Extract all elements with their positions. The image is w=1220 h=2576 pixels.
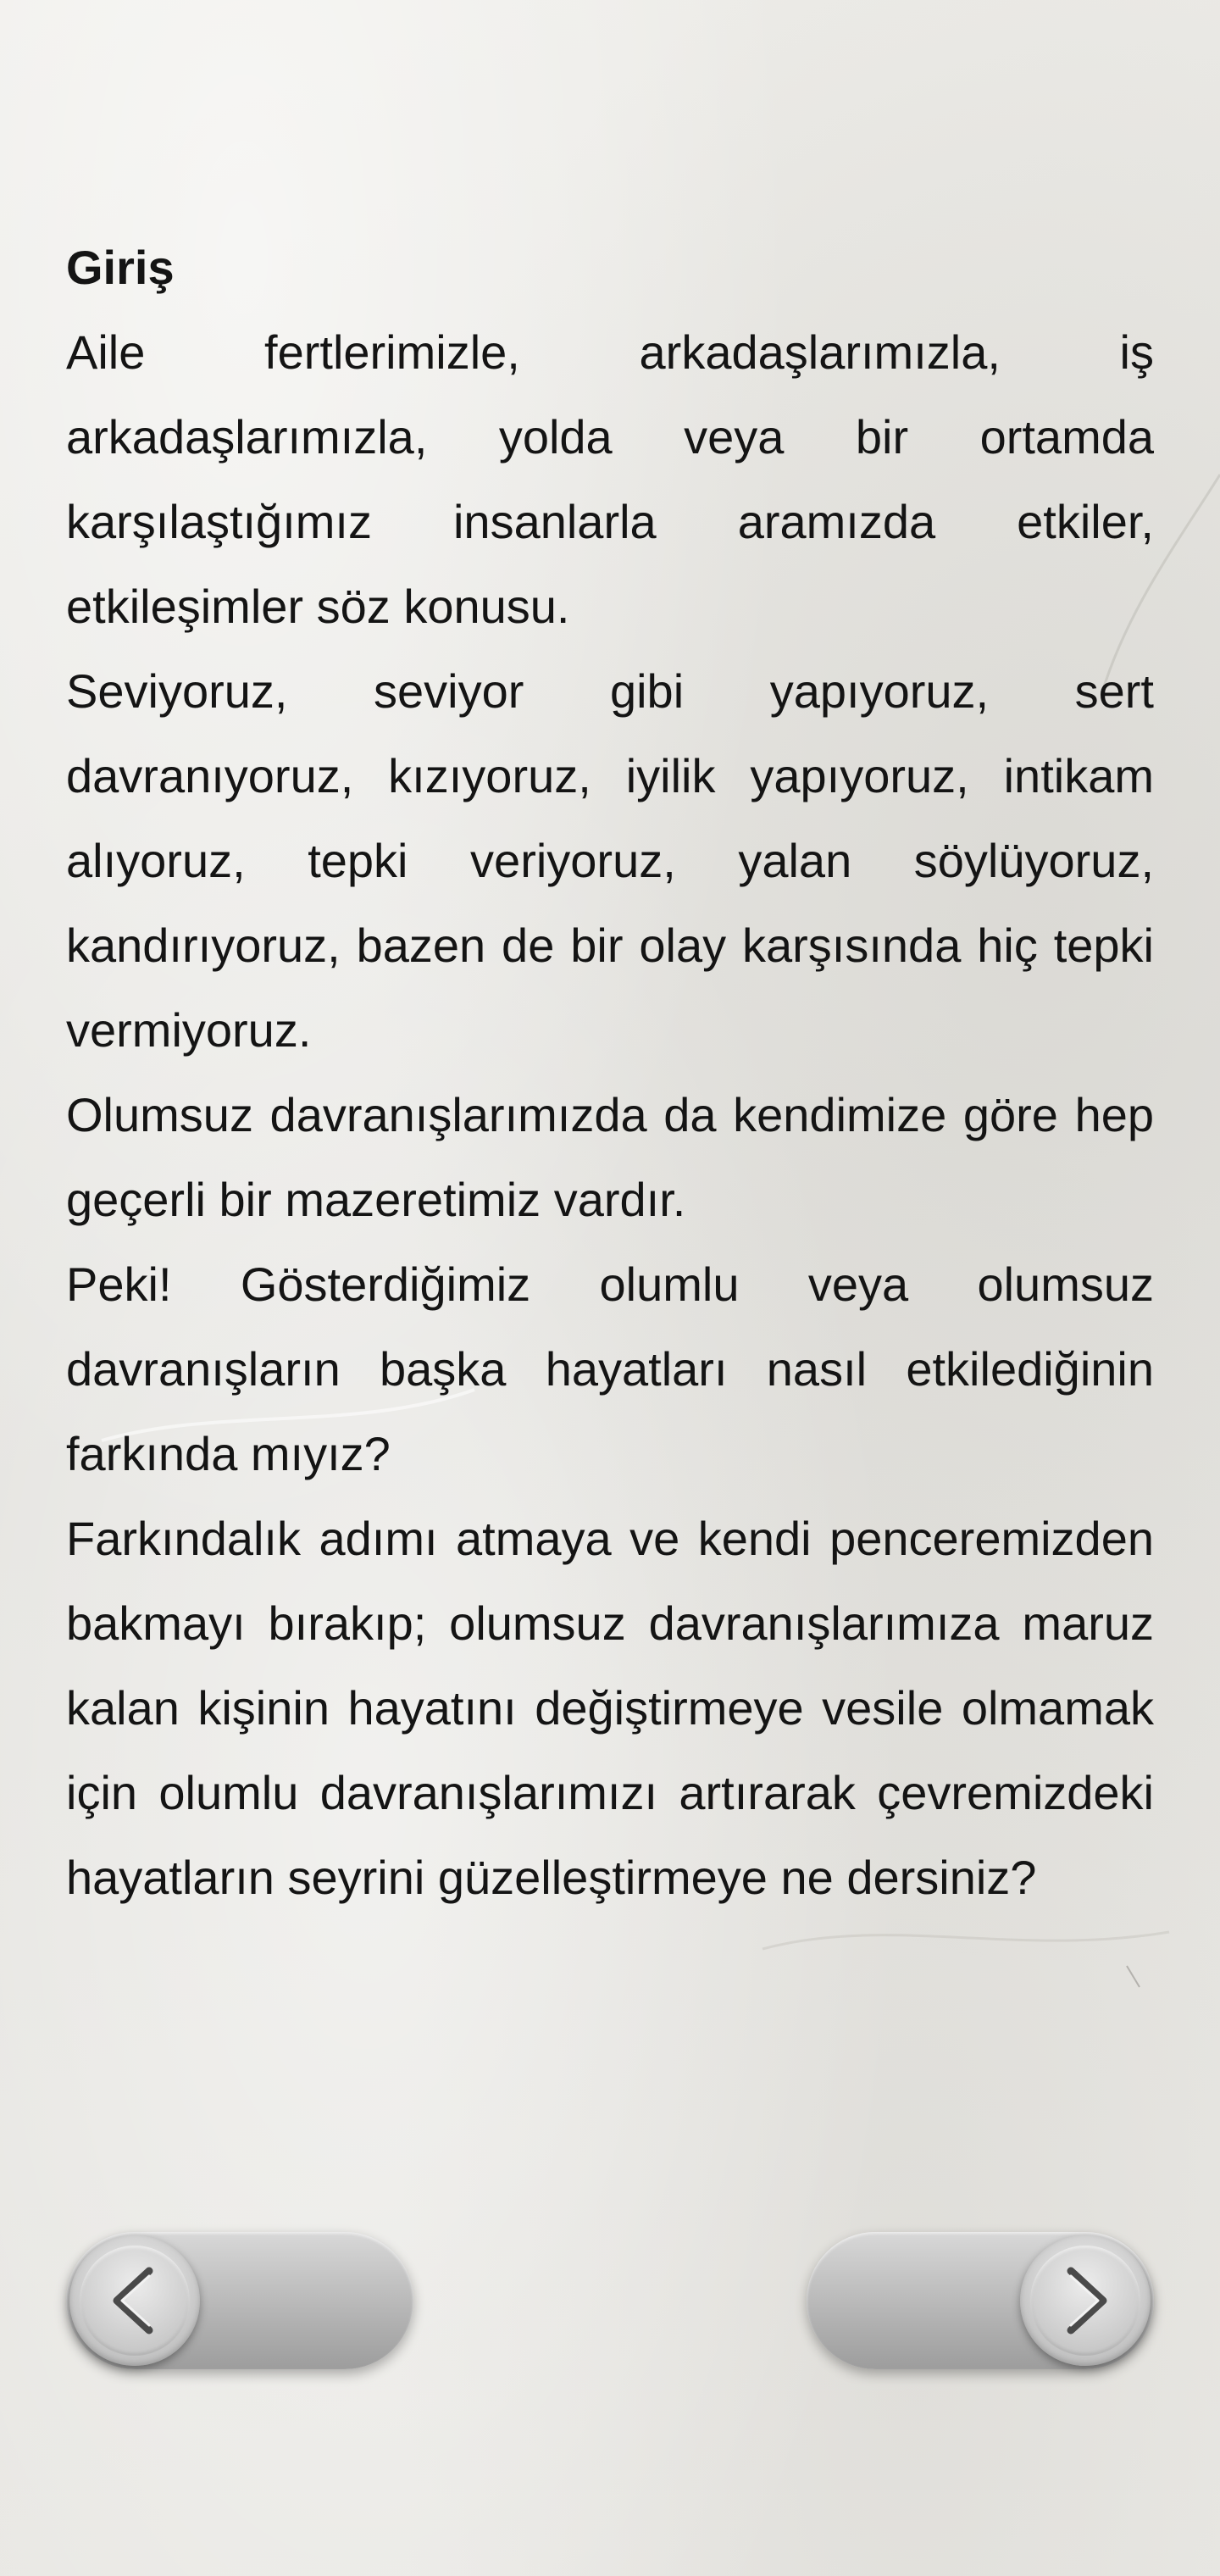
article-body: [66, 225, 1154, 1920]
chevron-right-icon: [1020, 2235, 1151, 2366]
previous-knob[interactable]: [69, 2235, 200, 2366]
page-title: Giriş: [66, 241, 175, 294]
paragraph-5: Farkındalık adımı atmaya ve kendi penceremizden bakmayı bırakıp; olumsuz davranışlarımıza maruz kalan kişinin hayatını değiştirmeye vesile olmamak için olumlu davranışlarımızı artırarak çevremizdeki hayatların seyrini güzelleştirmeye ne dersiniz?: [66, 1512, 1154, 1904]
previous-page-button[interactable]: [66, 2232, 413, 2369]
paragraph-3: Olumsuz davranışlarımızda da kendimize göre hep geçerli bir mazeretimiz vardır.: [66, 1088, 1154, 1226]
paragraph-1: Aile fertlerimizle, arkadaşlarımızla, iş arkadaşlarımızla, yolda veya bir ortamda karşılaştığımız insanlarla aramızda etkiler, etkileşimler söz konusu.: [66, 325, 1154, 633]
next-page-button[interactable]: [807, 2232, 1154, 2369]
paragraph-4: Peki! Gösterdiğimiz olumlu veya olumsuz davranışların başka hayatları nasıl etkilediğinin farkında mıyız?: [66, 1257, 1154, 1480]
paragraph-2: Seviyoruz, seviyor gibi yapıyoruz, sert davranıyoruz, kızıyoruz, iyilik yapıyoruz, intikam alıyoruz, tepki veriyoruz, yalan söylüyoruz, kandırıyoruz, bazen de bir olay karşısında hiç tepki vermiyoruz.: [66, 664, 1154, 1057]
next-knob[interactable]: [1020, 2235, 1151, 2366]
chevron-left-icon: [69, 2235, 200, 2366]
